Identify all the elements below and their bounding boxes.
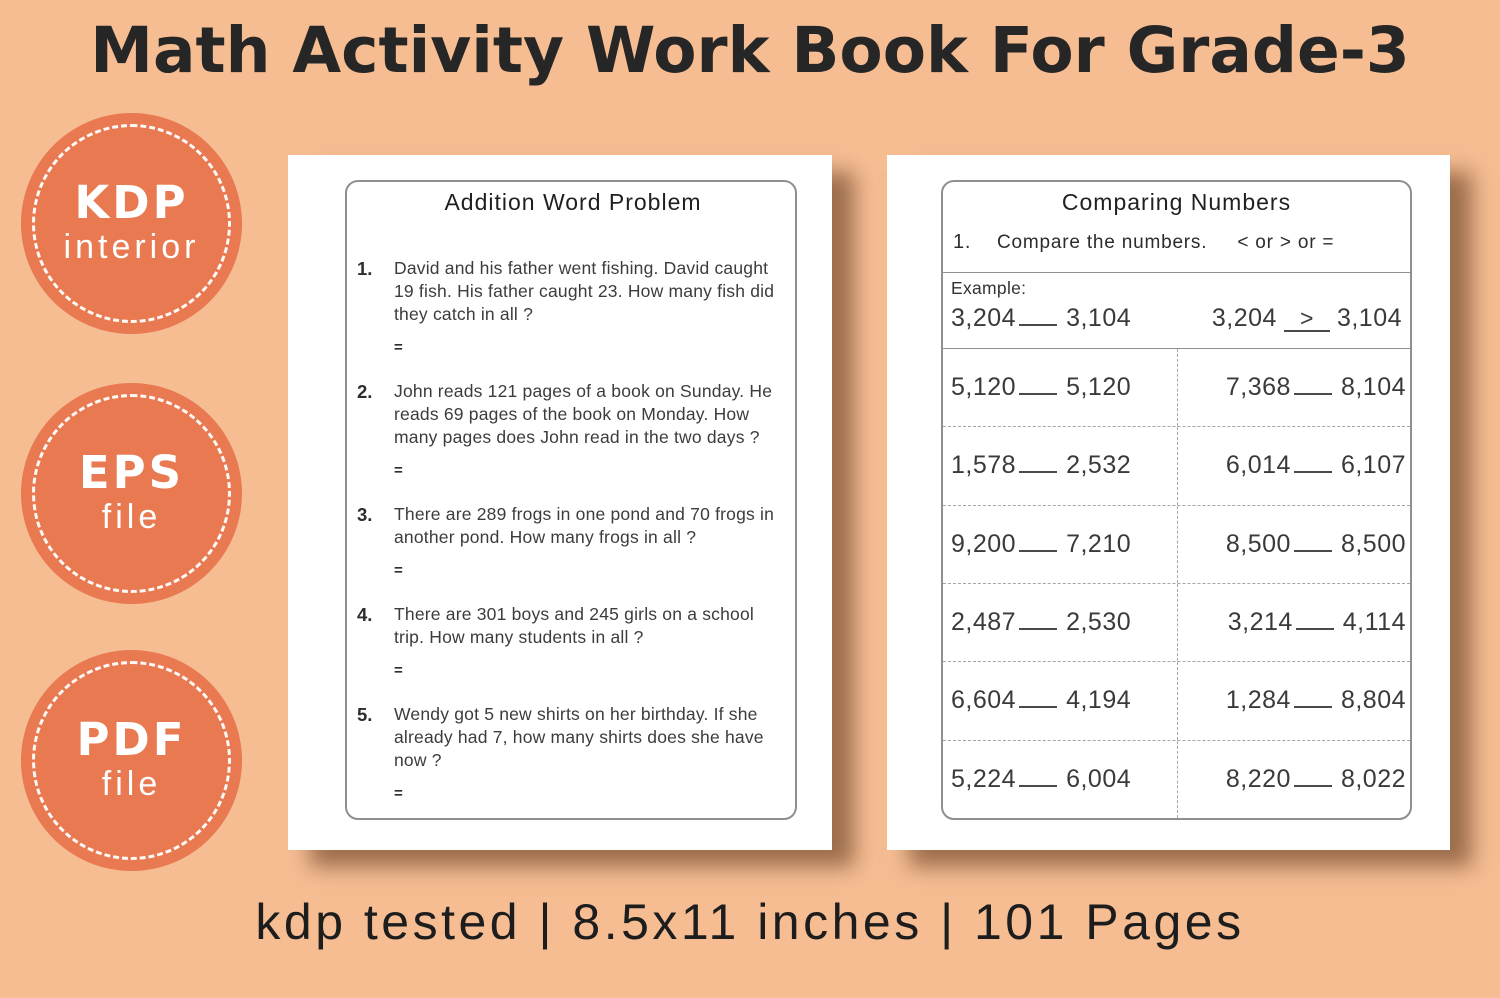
badge-pdf-file	[21, 650, 242, 871]
instruction-options: < or > or =	[1237, 232, 1335, 253]
compare-cell: 7,368 8,104	[1177, 349, 1411, 426]
answer-blank	[1294, 471, 1332, 473]
compare-row-5	[943, 662, 1410, 740]
compare-cell: 5,120 5,120	[951, 373, 1132, 402]
problem-text: Wendy got 5 new shirts on her birthday. If she already had 7, how many shirts does she have now ?	[394, 704, 764, 770]
footer-caption: kdp tested | 8.5x11 inches | 101 Pages	[255, 894, 1245, 950]
problem-item-2	[357, 380, 789, 479]
problem-body	[394, 503, 789, 579]
compare-row-6	[943, 741, 1410, 818]
compare-cell: 2,487 2,530	[951, 608, 1132, 637]
compare-row-1	[943, 349, 1410, 427]
problem-item-1	[357, 257, 789, 356]
compare-cell: 6,014 6,107	[1177, 427, 1411, 504]
badge-eps-file	[21, 383, 242, 604]
instruction-text: Compare the numbers.	[997, 232, 1208, 253]
example-row	[951, 304, 1404, 333]
problem-body	[394, 380, 789, 479]
compare-cell: 1,284 8,804	[1177, 662, 1411, 739]
answer-blank	[1019, 471, 1057, 473]
answer-blank	[1019, 628, 1057, 630]
answer-blank	[1019, 706, 1057, 708]
answer-equals: =	[394, 785, 403, 802]
problem-text: David and his father went fishing. David caught 19 fish. His father caught 23. How many fish did they catch in all ?	[394, 258, 775, 324]
badge-eps-small-label: file	[101, 497, 162, 536]
answer-blank	[1294, 550, 1332, 552]
compare-row-2	[943, 427, 1410, 505]
answer-blank	[1019, 324, 1057, 326]
answer-blank	[1294, 393, 1332, 395]
addition-worksheet-frame	[345, 180, 797, 820]
problem-text: There are 301 boys and 245 girls on a school trip. How many students in all ?	[394, 604, 754, 647]
problem-body	[394, 703, 789, 802]
instruction-row	[953, 231, 1400, 254]
problem-list	[357, 257, 789, 802]
badge-kdp-small-label: interior	[63, 227, 200, 266]
compare-cell: 6,604 4,194	[951, 686, 1132, 715]
comparing-table	[943, 349, 1410, 818]
problem-number: 3.	[357, 504, 373, 525]
answer-blank-filled: >	[1284, 306, 1330, 332]
answer-equals: =	[394, 562, 403, 579]
compare-cell: 3,214 4,114	[1177, 584, 1411, 661]
instruction-number: 1.	[953, 231, 972, 253]
problem-item-5	[357, 703, 789, 802]
badge-kdp-interior	[21, 113, 242, 334]
answer-blank	[1019, 393, 1057, 395]
problem-number: 5.	[357, 704, 373, 725]
compare-row-3	[943, 506, 1410, 584]
badge-eps-big-label: EPS	[78, 446, 185, 500]
example-compare-solved: 3,204 > 3,104	[1211, 304, 1402, 332]
answer-equals: =	[394, 462, 403, 479]
compare-cell: 5,224 6,004	[951, 764, 1132, 793]
example-compare-blank: 3,204 3,104	[951, 304, 1132, 332]
worksheet-page-addition	[288, 155, 832, 850]
problem-body	[394, 603, 789, 679]
problem-text: There are 289 frogs in one pond and 70 frogs in another pond. How many frogs in all ?	[394, 504, 775, 547]
problem-number: 2.	[357, 381, 373, 402]
worksheet-page-comparing	[887, 155, 1450, 850]
compare-cell: 1,578 2,532	[951, 451, 1132, 480]
problem-item-3	[357, 503, 789, 579]
badge-kdp-big-label: KDP	[74, 176, 189, 230]
comparing-worksheet-title: Comparing Numbers	[1061, 189, 1292, 215]
badge-pdf-big-label: PDF	[76, 713, 187, 767]
compare-cell: 9,200 7,210	[951, 529, 1132, 558]
answer-blank	[1294, 785, 1332, 787]
addition-worksheet-title: Addition Word Problem	[444, 189, 702, 215]
problem-body	[394, 257, 789, 356]
example-section	[943, 273, 1410, 349]
compare-cell: 8,500 8,500	[1177, 506, 1411, 583]
compare-row-4	[943, 584, 1410, 662]
comparing-worksheet-frame	[941, 180, 1412, 820]
problem-number: 4.	[357, 604, 373, 625]
badge-pdf-small-label: file	[101, 764, 162, 803]
answer-blank	[1019, 785, 1057, 787]
answer-equals: =	[394, 662, 403, 679]
page-title: Math Activity Work Book For Grade-3	[90, 14, 1410, 87]
compare-cell: 8,220 8,022	[1177, 741, 1411, 818]
answer-blank	[1296, 628, 1334, 630]
answer-blank	[1019, 550, 1057, 552]
problem-item-4	[357, 603, 789, 679]
comparing-header	[943, 182, 1410, 273]
answer-blank	[1294, 706, 1332, 708]
problem-text: John reads 121 pages of a book on Sunday. He reads 69 pages of the book on Monday. How many pages does John read in the two days ?	[394, 381, 773, 447]
answer-equals: =	[394, 339, 403, 356]
problem-number: 1.	[357, 258, 373, 279]
example-label: Example:	[951, 278, 1027, 298]
